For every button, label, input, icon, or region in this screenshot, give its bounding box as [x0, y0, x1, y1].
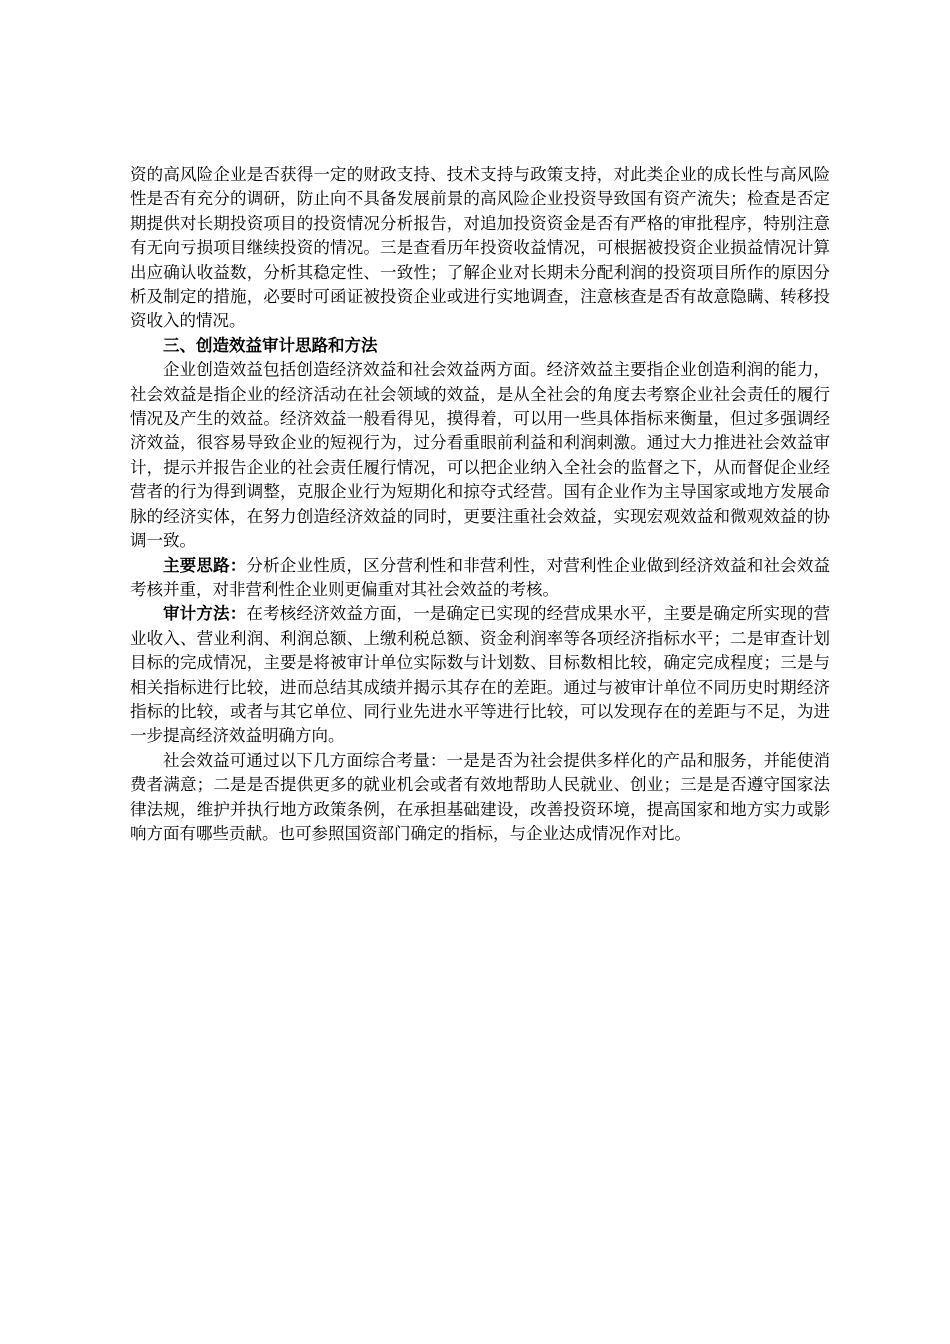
paragraph-audit-method: [130, 602, 830, 748]
paragraph-social-benefit: 社会效益可通过以下几方面综合考量：一是是否为社会提供多样化的产品和服务，并能使消费者满意；二是是否提供更多的就业机会或者有效地帮助人民就业、创业；三是是否遵守国家法律法规，维护并执行地方政策条例，在承担基础建设，改善投资环境，提高国家和地方实力或影响方面有哪些贡献。也可参照国资部门确定的指标，与企业达成情况作对比。: [130, 750, 830, 843]
audit-method-label: 审计方法：: [163, 604, 247, 624]
audit-method-text: 在考核经济效益方面，一是确定已实现的经营成果水平，主要是确定所实现的营业收入、营业利润、利润总额、上缴利税总额、资金利润率等各项经济指标水平；二是审查计划目标的完成情况，主要是将被审计单位实际数与计划数、目标数相比较，确定完成程度；三是与相关指标进行比较，进而总结其成绩并揭示其存在的差距。通过与被审计单位不同历史时期经济指标的比较，或者与其它单位、同行业先进水平等进行比较，可以发现存在的差距与不足，为进一步提高经济效益明确方向。: [130, 604, 831, 746]
paragraph-continuation: 资的高风险企业是否获得一定的财政支持、技术支持与政策支持，对此类企业的成长性与高风险性是否有充分的调研，防止向不具备发展前景的高风险企业投资导致国有资产流失；检查是否定期提供对长期投资项目的投资情况分析报告，对追加投资资金是否有严格的审批程序，特别注意有无向亏损项目继续投资的情况。三是查看历年投资收益情况，可根据被投资企业损益情况计算出应确认收益数，分析其稳定性、一致性；了解企业对长期未分配利润的投资项目所作的原因分析及制定的措施，必要时可函证被投资企业或进行实地调查，注意核查是否有故意隐瞒、转移投资收入的情况。: [130, 165, 830, 331]
main-idea-text: 分析企业性质，区分营利性和非营利性，对营利性企业做到经济效益和社会效益考核并重，对非营利性企业则更偏重对其社会效益的考核。: [130, 555, 831, 599]
section-heading: 三、创造效益审计思路和方法: [163, 335, 378, 355]
main-idea-label: 主要思路：: [163, 555, 247, 575]
paragraph-main-idea: [130, 554, 830, 603]
paragraph-intro: 企业创造效益包括创造经济效益和社会效益两方面。经济效益主要指企业创造利润的能力，社会效益是指企业的经济活动在社会领域的效益，是从全社会的角度去考察企业社会责任的履行情况及产生的效益。经济效益一般看得见，摸得着，可以用一些具体指标来衡量，但过多强调经济效益，很容易导致企业的短视行为，过分看重眼前利益和利润刺激。通过大力推进社会效益审计，提示并报告企业的社会责任履行情况，可以把企业纳入全社会的监督之下，从而督促企业经营者的行为得到调整，克服企业行为短期化和掠夺式经营。国有企业作为主导国家或地方发展命脉的经济实体，在努力创造经济效益的同时，更要注重社会效益，实现宏观效益和微观效益的协调一致。: [130, 360, 830, 551]
document-body: [130, 163, 830, 846]
